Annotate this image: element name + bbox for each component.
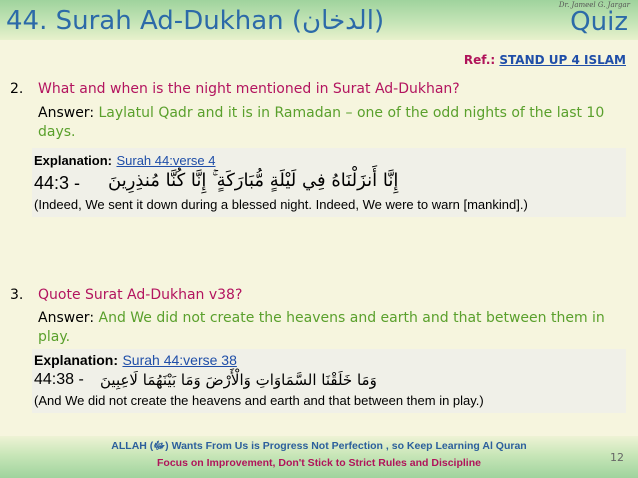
surah-title: Surah Ad-Dukhan (الدخان)	[55, 6, 385, 36]
answer-label: Answer	[38, 105, 90, 121]
footer-line-1: ALLAH (ﷻ) Wants From Us is Progress Not Perfection , so Keep Learning Al Quran	[111, 440, 527, 452]
explanation-link[interactable]: Surah 44:verse 38	[122, 352, 237, 368]
question-text: What and when is the night mentioned in Surat Ad-Dukhan?	[38, 81, 460, 97]
explanation-box-3	[32, 349, 626, 413]
answer-text: Laylatul Qadr and it is in Ramadan – one of the odd nights of the last 10 days.	[38, 105, 605, 140]
surah-number: 44.	[6, 6, 48, 36]
explanation-label: Explanation:	[34, 352, 119, 368]
page-number: 12	[610, 451, 624, 464]
page-title	[6, 6, 384, 36]
explanation-box-2	[32, 148, 626, 217]
author-signature: Dr. Jameel G. Jargar	[558, 1, 630, 9]
question-3	[10, 287, 242, 303]
question-number: 2.	[10, 81, 24, 97]
verse-translation: (And We did not create the heavens and earth and that between them in play.)	[34, 393, 484, 408]
reference-label: Ref.:	[463, 53, 496, 67]
footer-line-2: Focus on Improvement, Don't Stick to Strict Rules and Discipline	[157, 457, 481, 469]
verse-translation: (Indeed, We sent it down during a blessed night. Indeed, We were to warn [mankind].)	[34, 197, 528, 212]
answer-3: Answer: And We did not create the heavens and earth and that between them in play.	[38, 310, 605, 345]
verse-reference: 44:3 -	[34, 173, 81, 193]
arabic-verse: إِنَّا أَنزَلْنَاهُ فِي لَيْلَةٍ مُّبَارَكَةٍ ۚ إِنَّا كُنَّا مُنذِرِينَ	[108, 170, 399, 191]
explanation-label: Explanation:	[34, 153, 113, 168]
answer-2: Answer: Laylatul Qadr and it is in Ramadan – one of the odd nights of the last 10 days.	[38, 105, 605, 140]
arabic-verse: وَمَا خَلَقْنَا السَّمَاوَاتِ وَالْأَرْضَ وَمَا بَيْنَهُمَا لَاعِبِينَ	[100, 371, 377, 389]
reference-link[interactable]: STAND UP 4 ISLAM	[499, 53, 626, 67]
reference	[464, 53, 626, 67]
question-number: 3.	[10, 287, 24, 303]
explanation-link[interactable]: Surah 44:verse 4	[116, 153, 216, 168]
quiz-label: Quiz	[570, 7, 628, 37]
answer-text: And We did not create the heavens and earth and that between them in play.	[38, 310, 605, 345]
question-2	[10, 81, 460, 97]
question-text: Quote Surat Ad-Dukhan v38?	[38, 287, 243, 303]
answer-label: Answer	[38, 310, 90, 326]
verse-reference: 44:38 -	[34, 371, 84, 388]
